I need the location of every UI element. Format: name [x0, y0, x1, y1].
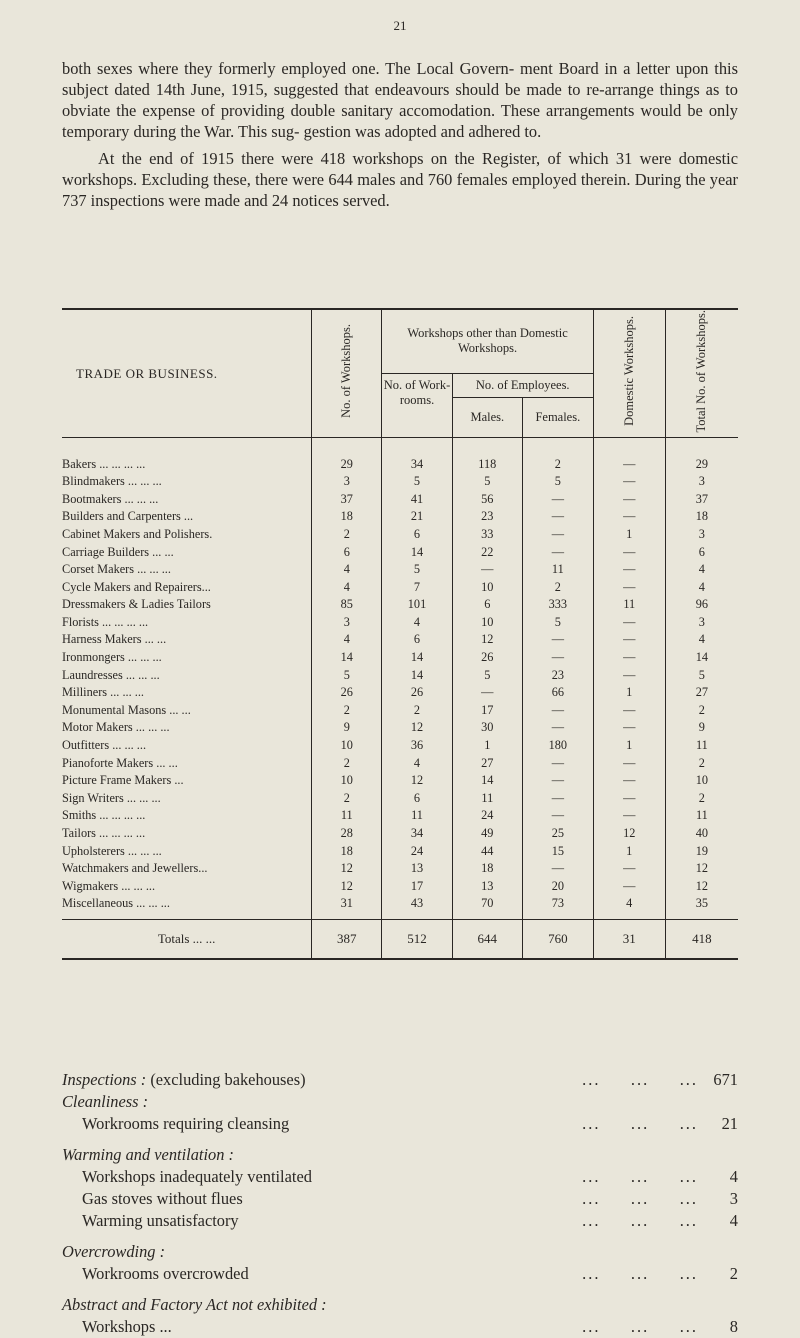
paragraph-2: At the end of 1915 there were 418 workshops on the Register, of which 31 were domestic workshops. Excluding these, there were 644 males and 760 females employed therein. During the year 737 inspections were made and 24 notices served.: [62, 149, 738, 210]
table-row: [62, 614, 738, 632]
workshops-cell: 14: [312, 649, 382, 667]
total-cell: 9: [665, 719, 738, 737]
workrooms-cell: 17: [382, 878, 452, 896]
totals-total: 418: [665, 919, 738, 959]
females-cell: —: [522, 755, 593, 773]
total-cell: 40: [665, 825, 738, 843]
summary-sections: [62, 1091, 738, 1338]
workshops-cell: 85: [312, 596, 382, 614]
summary-line: Workshops ... ... ... ... 8: [62, 1316, 738, 1338]
domestic-cell: —: [593, 473, 665, 491]
table-row: [62, 737, 738, 755]
workrooms-cell: 4: [382, 755, 452, 773]
males-cell: 22: [452, 544, 522, 562]
total-cell: 14: [665, 649, 738, 667]
workrooms-cell: 11: [382, 807, 452, 825]
trade-header: TRADE OR BUSINESS.: [62, 309, 312, 437]
males-cell: 13: [452, 878, 522, 896]
total-cell: 12: [665, 878, 738, 896]
workrooms-cell: 43: [382, 895, 452, 919]
total-cell: 37: [665, 491, 738, 509]
males-cell: 26: [452, 649, 522, 667]
workrooms-cell: 34: [382, 825, 452, 843]
workrooms-cell: 2: [382, 702, 452, 720]
table-row: [62, 579, 738, 597]
summary-value: 3: [729, 1189, 738, 1208]
totals-males: 644: [452, 919, 522, 959]
summary-label: Warming unsatisfactory: [82, 1211, 239, 1230]
table-body: [62, 437, 738, 959]
trade-cell: Builders and Carpenters ...: [62, 509, 194, 524]
total-cell: 4: [665, 561, 738, 579]
workshops-cell: 2: [312, 755, 382, 773]
total-cell: 27: [665, 684, 738, 702]
table-row: [62, 649, 738, 667]
total-cell: 18: [665, 508, 738, 526]
total-cell: 4: [665, 631, 738, 649]
total-cell: 5: [665, 667, 738, 685]
females-cell: 2: [522, 579, 593, 597]
summary-section-title: Warming and ventilation :: [62, 1145, 234, 1164]
males-cell: 17: [452, 702, 522, 720]
table-row: [62, 878, 738, 896]
males-cell: 1: [452, 737, 522, 755]
workrooms-cell: 14: [382, 544, 452, 562]
domestic-cell: —: [593, 579, 665, 597]
summary-label: Workshops inadequately ventilated: [82, 1167, 312, 1186]
males-cell: 118: [452, 456, 522, 474]
workshops-cell: 2: [312, 702, 382, 720]
totals-row: [62, 919, 738, 959]
trade-cell: Sign Writers ... ... ...: [62, 790, 161, 805]
domestic-header: Domestic Workshops.: [593, 309, 665, 437]
trade-cell: Monumental Masons ... ...: [62, 702, 191, 717]
table-row: [62, 456, 738, 474]
domestic-cell: —: [593, 456, 665, 474]
trade-cell: Miscellaneous ... ... ...: [62, 896, 170, 911]
trade-cell: Wigmakers ... ... ...: [62, 878, 156, 893]
trade-cell: Upholsterers ... ... ...: [62, 843, 162, 858]
males-cell: 49: [452, 825, 522, 843]
no-workshops-header: No. of Workshops.: [312, 309, 382, 437]
total-cell: 2: [665, 790, 738, 808]
totals-females: 760: [522, 919, 593, 959]
males-cell: 33: [452, 526, 522, 544]
trade-cell: Watchmakers and Jewellers...: [62, 861, 208, 876]
workshops-cell: 28: [312, 825, 382, 843]
totals-label: Totals ... ...: [62, 919, 312, 959]
body-text: [62, 58, 738, 217]
males-cell: 10: [452, 579, 522, 597]
domestic-cell: —: [593, 561, 665, 579]
total-cell: 6: [665, 544, 738, 562]
domestic-cell: —: [593, 807, 665, 825]
summary-value: 8: [729, 1317, 738, 1336]
workshops-cell: 4: [312, 579, 382, 597]
total-header: Total No. of Workshops.: [665, 309, 738, 437]
totals-workrooms: 512: [382, 919, 452, 959]
total-cell: 3: [665, 614, 738, 632]
total-cell: 96: [665, 596, 738, 614]
males-cell: 70: [452, 895, 522, 919]
domestic-cell: 1: [593, 843, 665, 861]
inspections-title: Inspections :: [62, 1070, 147, 1089]
total-cell: 4: [665, 579, 738, 597]
workshops-cell: 26: [312, 684, 382, 702]
females-cell: —: [522, 790, 593, 808]
workshops-cell: 9: [312, 719, 382, 737]
males-cell: 14: [452, 772, 522, 790]
trade-cell: Cycle Makers and Repairers...: [62, 579, 211, 594]
females-cell: —: [522, 719, 593, 737]
males-cell: 23: [452, 508, 522, 526]
workrooms-cell: 36: [382, 737, 452, 755]
domestic-cell: —: [593, 631, 665, 649]
table-row: [62, 684, 738, 702]
workshops-cell: 2: [312, 526, 382, 544]
workshops-cell: 6: [312, 544, 382, 562]
summary-label: Workshops ...: [82, 1317, 172, 1336]
domestic-cell: —: [593, 508, 665, 526]
total-cell: 10: [665, 772, 738, 790]
summary-line: Workrooms requiring cleansing ... ... ... 21: [62, 1113, 738, 1135]
table-row: [62, 544, 738, 562]
trade-cell: Motor Makers ... ... ...: [62, 720, 170, 735]
summary-value: 4: [729, 1167, 738, 1186]
females-cell: —: [522, 807, 593, 825]
inspection-summary: [62, 1069, 738, 1338]
domestic-cell: —: [593, 702, 665, 720]
males-cell: 56: [452, 491, 522, 509]
workshops-cell: 2: [312, 790, 382, 808]
males-cell: 24: [452, 807, 522, 825]
females-header: Females.: [522, 397, 593, 437]
summary-label: Gas stoves without flues: [82, 1189, 243, 1208]
table-row: [62, 596, 738, 614]
trade-cell: Carriage Builders ... ...: [62, 544, 174, 559]
table-row: [62, 895, 738, 919]
table-row: [62, 807, 738, 825]
males-cell: 6: [452, 596, 522, 614]
domestic-cell: 1: [593, 684, 665, 702]
trade-cell: Bakers ... ... ... ...: [62, 456, 146, 471]
domestic-cell: —: [593, 878, 665, 896]
trade-cell: Milliners ... ... ...: [62, 685, 144, 700]
trade-cell: Pianoforte Makers ... ...: [62, 755, 178, 770]
table-row: [62, 790, 738, 808]
domestic-cell: 1: [593, 737, 665, 755]
summary-line: Warming unsatisfactory ... ... ... 4: [62, 1210, 738, 1232]
males-cell: 27: [452, 755, 522, 773]
summary-value: 4: [729, 1211, 738, 1230]
females-cell: 25: [522, 825, 593, 843]
table-row: [62, 561, 738, 579]
trade-cell: Blindmakers ... ... ...: [62, 474, 162, 489]
domestic-cell: —: [593, 614, 665, 632]
workrooms-cell: 6: [382, 631, 452, 649]
females-cell: 66: [522, 684, 593, 702]
females-cell: —: [522, 772, 593, 790]
females-cell: —: [522, 544, 593, 562]
domestic-cell: 4: [593, 895, 665, 919]
summary-section-title: Overcrowding :: [62, 1242, 166, 1261]
workrooms-cell: 6: [382, 526, 452, 544]
females-cell: —: [522, 649, 593, 667]
workshops-cell: 3: [312, 614, 382, 632]
table-row: [62, 772, 738, 790]
workshops-cell: 4: [312, 561, 382, 579]
domestic-cell: 1: [593, 526, 665, 544]
workshops-table-container: [62, 308, 738, 960]
females-cell: 20: [522, 878, 593, 896]
inspections-value: 671: [713, 1070, 738, 1089]
females-cell: —: [522, 860, 593, 878]
table-row: [62, 508, 738, 526]
workrooms-cell: 7: [382, 579, 452, 597]
workshops-cell: 12: [312, 878, 382, 896]
summary-value: 2: [729, 1264, 738, 1283]
workshops-cell: 3: [312, 473, 382, 491]
workrooms-cell: 5: [382, 473, 452, 491]
domestic-cell: 12: [593, 825, 665, 843]
workshops-cell: 10: [312, 737, 382, 755]
workshops-cell: 10: [312, 772, 382, 790]
table-row: [62, 491, 738, 509]
workrooms-cell: 101: [382, 596, 452, 614]
workrooms-cell: 4: [382, 614, 452, 632]
domestic-cell: —: [593, 772, 665, 790]
workshops-cell: 31: [312, 895, 382, 919]
domestic-cell: —: [593, 860, 665, 878]
total-cell: 19: [665, 843, 738, 861]
table-row: [62, 719, 738, 737]
workrooms-header: No. of Work- rooms.: [382, 373, 452, 437]
table-row: [62, 825, 738, 843]
summary-value: 21: [721, 1114, 738, 1133]
females-cell: 11: [522, 561, 593, 579]
domestic-cell: —: [593, 719, 665, 737]
females-cell: —: [522, 526, 593, 544]
employees-header: No. of Employees.: [452, 373, 593, 397]
males-cell: —: [452, 561, 522, 579]
workrooms-cell: 34: [382, 456, 452, 474]
males-cell: —: [452, 684, 522, 702]
females-cell: —: [522, 491, 593, 509]
males-header: Males.: [452, 397, 522, 437]
table-row: [62, 755, 738, 773]
totals-workshops: 387: [312, 919, 382, 959]
table-row: [62, 860, 738, 878]
workrooms-cell: 21: [382, 508, 452, 526]
females-cell: —: [522, 702, 593, 720]
total-cell: 2: [665, 755, 738, 773]
trade-cell: Smiths ... ... ... ...: [62, 808, 146, 823]
females-cell: 333: [522, 596, 593, 614]
workshops-cell: 5: [312, 667, 382, 685]
females-cell: 23: [522, 667, 593, 685]
domestic-cell: —: [593, 491, 665, 509]
females-cell: 5: [522, 473, 593, 491]
females-cell: 5: [522, 614, 593, 632]
table-row: [62, 702, 738, 720]
workrooms-cell: 24: [382, 843, 452, 861]
trade-cell: Tailors ... ... ... ...: [62, 826, 146, 841]
other-workshops-header: Workshops other than Domestic Workshops.: [382, 309, 593, 373]
inspections-note: (excluding bakehouses): [150, 1070, 306, 1089]
males-cell: 5: [452, 473, 522, 491]
workrooms-cell: 12: [382, 772, 452, 790]
workshops-cell: 18: [312, 508, 382, 526]
workrooms-cell: 14: [382, 649, 452, 667]
workrooms-cell: 5: [382, 561, 452, 579]
total-cell: 29: [665, 456, 738, 474]
females-cell: —: [522, 508, 593, 526]
trade-cell: Outfitters ... ... ...: [62, 738, 147, 753]
domestic-cell: 11: [593, 596, 665, 614]
domestic-cell: —: [593, 544, 665, 562]
summary-section-title: Cleanliness :: [62, 1092, 149, 1111]
females-cell: 2: [522, 456, 593, 474]
trade-cell: Cabinet Makers and Polishers.: [62, 526, 213, 541]
females-cell: 73: [522, 895, 593, 919]
table-row: [62, 473, 738, 491]
total-cell: 12: [665, 860, 738, 878]
workrooms-cell: 6: [382, 790, 452, 808]
paragraph-1: both sexes where they formerly employed one. The Local Govern- ment Board in a letter upon this subject dated 14th June, 1915, suggested that endeavours should be made to re-arrange things as to obviate the expense of providing double sanitary accomodation. These arrangements would be only temporary during the War. This sug- gestion was adopted and adhered to.: [62, 59, 738, 141]
summary-label: Workrooms requiring cleansing: [82, 1114, 290, 1133]
females-cell: 180: [522, 737, 593, 755]
page-number: 21: [393, 18, 407, 33]
summary-line: Workrooms overcrowded ... ... ... 2: [62, 1263, 738, 1285]
workrooms-cell: 41: [382, 491, 452, 509]
workshops-cell: 29: [312, 456, 382, 474]
workshops-table: [62, 308, 738, 960]
total-cell: 3: [665, 473, 738, 491]
inspections-line: Inspections : (excluding bakehouses) ... ... ... 671: [62, 1070, 738, 1089]
workrooms-cell: 13: [382, 860, 452, 878]
total-cell: 11: [665, 807, 738, 825]
trade-cell: Florists ... ... ... ...: [62, 614, 149, 629]
total-cell: 3: [665, 526, 738, 544]
total-cell: 2: [665, 702, 738, 720]
trade-cell: Harness Makers ... ...: [62, 632, 167, 647]
workshops-cell: 4: [312, 631, 382, 649]
summary-label: Workrooms overcrowded: [82, 1264, 249, 1283]
summary-line: Workshops inadequately ventilated ... ... ... 4: [62, 1166, 738, 1188]
summary-section-title: Abstract and Factory Act not exhibited :: [62, 1295, 327, 1314]
table-row: [62, 631, 738, 649]
males-cell: 11: [452, 790, 522, 808]
table-row: [62, 667, 738, 685]
workrooms-cell: 26: [382, 684, 452, 702]
total-cell: 35: [665, 895, 738, 919]
workshops-cell: 12: [312, 860, 382, 878]
workrooms-cell: 12: [382, 719, 452, 737]
workshops-cell: 11: [312, 807, 382, 825]
males-cell: 5: [452, 667, 522, 685]
workshops-cell: 18: [312, 843, 382, 861]
domestic-cell: —: [593, 649, 665, 667]
males-cell: 30: [452, 719, 522, 737]
workrooms-cell: 14: [382, 667, 452, 685]
females-cell: 15: [522, 843, 593, 861]
trade-cell: Corset Makers ... ... ...: [62, 562, 171, 577]
table-row: [62, 526, 738, 544]
males-cell: 44: [452, 843, 522, 861]
males-cell: 10: [452, 614, 522, 632]
totals-domestic: 31: [593, 919, 665, 959]
domestic-cell: —: [593, 755, 665, 773]
males-cell: 18: [452, 860, 522, 878]
total-cell: 11: [665, 737, 738, 755]
females-cell: —: [522, 631, 593, 649]
domestic-cell: —: [593, 790, 665, 808]
workshops-cell: 37: [312, 491, 382, 509]
males-cell: 12: [452, 631, 522, 649]
domestic-cell: —: [593, 667, 665, 685]
table-row: [62, 843, 738, 861]
trade-cell: Bootmakers ... ... ...: [62, 491, 159, 506]
trade-cell: Picture Frame Makers ...: [62, 773, 184, 788]
summary-line: Gas stoves without flues ... ... ... 3: [62, 1188, 738, 1210]
trade-cell: Dressmakers & Ladies Tailors: [62, 597, 211, 612]
trade-cell: Laundresses ... ... ...: [62, 667, 160, 682]
trade-cell: Ironmongers ... ... ...: [62, 650, 162, 665]
